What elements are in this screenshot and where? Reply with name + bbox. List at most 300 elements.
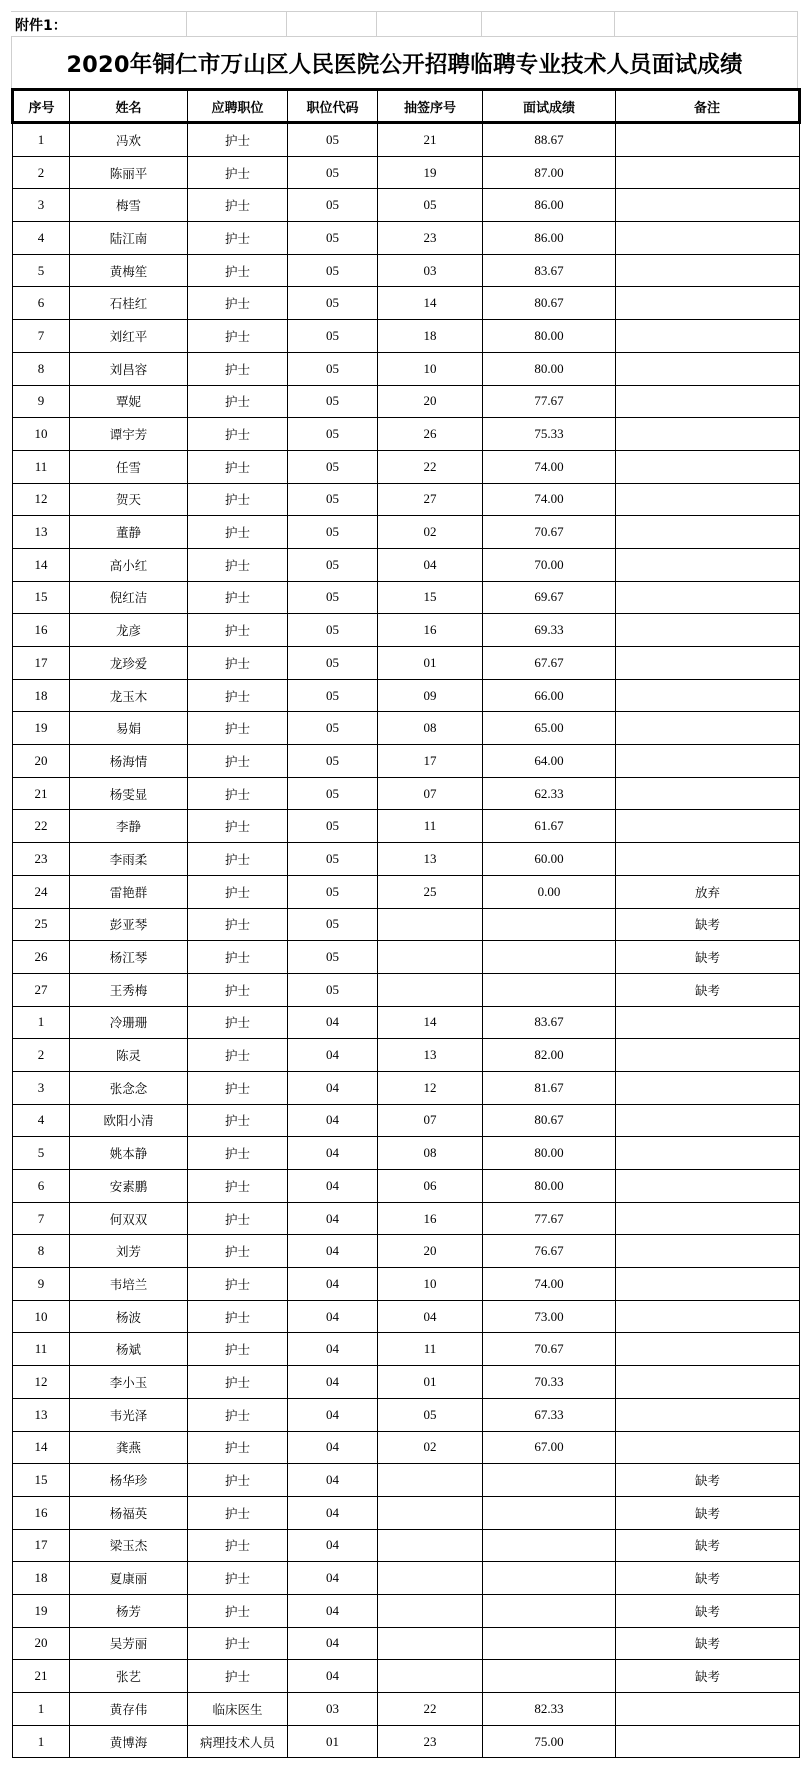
table-row bbox=[13, 1627, 800, 1660]
table-row bbox=[13, 287, 800, 320]
cell-position-code: 05 bbox=[288, 875, 378, 908]
cell-remark bbox=[616, 189, 800, 222]
cell-draw-number bbox=[378, 941, 483, 974]
cell-remark bbox=[616, 745, 800, 778]
table-row bbox=[13, 745, 800, 778]
cell-draw-number bbox=[378, 908, 483, 941]
cell-position-code: 05 bbox=[288, 483, 378, 516]
cell-name: 吴芳丽 bbox=[70, 1627, 188, 1660]
cell-seq: 19 bbox=[13, 1594, 70, 1627]
cell-position: 护士 bbox=[188, 973, 288, 1006]
cell-position: 护士 bbox=[188, 1006, 288, 1039]
table-row bbox=[13, 1137, 800, 1170]
cell-position-code: 05 bbox=[288, 843, 378, 876]
cell-position-code: 04 bbox=[288, 1202, 378, 1235]
cell-name: 张念念 bbox=[70, 1071, 188, 1104]
cell-draw-number: 17 bbox=[378, 745, 483, 778]
header-name: 姓名 bbox=[70, 90, 188, 123]
cell-position: 护士 bbox=[188, 385, 288, 418]
table-row bbox=[13, 1725, 800, 1758]
cell-remark bbox=[616, 1104, 800, 1137]
cell-score: 74.00 bbox=[483, 483, 616, 516]
grid-line bbox=[286, 12, 287, 36]
cell-seq: 20 bbox=[13, 745, 70, 778]
score-sheet bbox=[11, 11, 798, 1758]
cell-seq: 25 bbox=[13, 908, 70, 941]
table-row bbox=[13, 123, 800, 157]
table-row bbox=[13, 156, 800, 189]
table-row bbox=[13, 1464, 800, 1497]
cell-name: 董静 bbox=[70, 516, 188, 549]
table-row bbox=[13, 548, 800, 581]
cell-seq: 12 bbox=[13, 1366, 70, 1399]
cell-draw-number bbox=[378, 1627, 483, 1660]
cell-position-code: 05 bbox=[288, 548, 378, 581]
cell-score: 67.33 bbox=[483, 1398, 616, 1431]
cell-score bbox=[483, 941, 616, 974]
cell-position-code: 05 bbox=[288, 581, 378, 614]
table-row bbox=[13, 843, 800, 876]
cell-position-code: 05 bbox=[288, 516, 378, 549]
cell-draw-number: 21 bbox=[378, 123, 483, 157]
cell-name: 龙彦 bbox=[70, 614, 188, 647]
cell-score bbox=[483, 908, 616, 941]
cell-remark bbox=[616, 320, 800, 353]
header-position-code: 职位代码 bbox=[288, 90, 378, 123]
cell-score: 80.00 bbox=[483, 1137, 616, 1170]
cell-position-code: 04 bbox=[288, 1366, 378, 1399]
cell-remark bbox=[616, 516, 800, 549]
cell-name: 黄存伟 bbox=[70, 1693, 188, 1726]
cell-position: 护士 bbox=[188, 647, 288, 680]
cell-seq: 12 bbox=[13, 483, 70, 516]
table-row bbox=[13, 1039, 800, 1072]
cell-remark bbox=[616, 483, 800, 516]
cell-draw-number: 14 bbox=[378, 287, 483, 320]
cell-name: 韦培兰 bbox=[70, 1268, 188, 1301]
cell-draw-number: 13 bbox=[378, 1039, 483, 1072]
cell-draw-number: 27 bbox=[378, 483, 483, 516]
cell-seq: 15 bbox=[13, 1464, 70, 1497]
cell-score: 83.67 bbox=[483, 254, 616, 287]
cell-remark: 缺考 bbox=[616, 1529, 800, 1562]
cell-score bbox=[483, 1627, 616, 1660]
attachment-row bbox=[11, 11, 798, 36]
cell-score: 74.00 bbox=[483, 450, 616, 483]
cell-score: 76.67 bbox=[483, 1235, 616, 1268]
table-row bbox=[13, 1104, 800, 1137]
cell-position: 护士 bbox=[188, 1398, 288, 1431]
cell-draw-number: 23 bbox=[378, 222, 483, 255]
cell-seq: 22 bbox=[13, 810, 70, 843]
cell-remark bbox=[616, 1398, 800, 1431]
cell-score: 80.67 bbox=[483, 1104, 616, 1137]
cell-score: 70.00 bbox=[483, 548, 616, 581]
cell-remark bbox=[616, 1333, 800, 1366]
cell-position-code: 04 bbox=[288, 1333, 378, 1366]
cell-remark: 缺考 bbox=[616, 973, 800, 1006]
cell-score: 74.00 bbox=[483, 1268, 616, 1301]
cell-remark bbox=[616, 1268, 800, 1301]
cell-score: 70.33 bbox=[483, 1366, 616, 1399]
table-row bbox=[13, 875, 800, 908]
cell-position-code: 05 bbox=[288, 222, 378, 255]
cell-name: 刘红平 bbox=[70, 320, 188, 353]
cell-score: 64.00 bbox=[483, 745, 616, 778]
cell-score: 87.00 bbox=[483, 156, 616, 189]
cell-position-code: 04 bbox=[288, 1039, 378, 1072]
cell-score: 77.67 bbox=[483, 385, 616, 418]
cell-draw-number: 10 bbox=[378, 352, 483, 385]
page-title: 2020年铜仁市万山区人民医院公开招聘临聘专业技术人员面试成绩 bbox=[66, 51, 743, 78]
cell-draw-number: 13 bbox=[378, 843, 483, 876]
table-row bbox=[13, 1202, 800, 1235]
header-draw-number: 抽签序号 bbox=[378, 90, 483, 123]
table-row bbox=[13, 189, 800, 222]
cell-name: 安素鹏 bbox=[70, 1170, 188, 1203]
header-score: 面试成绩 bbox=[483, 90, 616, 123]
cell-name: 雷艳群 bbox=[70, 875, 188, 908]
cell-seq: 7 bbox=[13, 320, 70, 353]
header-remark: 备注 bbox=[616, 90, 800, 123]
cell-seq: 20 bbox=[13, 1627, 70, 1660]
table-row bbox=[13, 941, 800, 974]
cell-seq: 18 bbox=[13, 679, 70, 712]
cell-draw-number: 05 bbox=[378, 1398, 483, 1431]
table-row bbox=[13, 581, 800, 614]
cell-draw-number: 16 bbox=[378, 1202, 483, 1235]
cell-position: 护士 bbox=[188, 1366, 288, 1399]
cell-remark: 缺考 bbox=[616, 1464, 800, 1497]
table-header bbox=[13, 90, 800, 123]
cell-remark bbox=[616, 1431, 800, 1464]
cell-seq: 4 bbox=[13, 1104, 70, 1137]
table-row bbox=[13, 777, 800, 810]
cell-remark bbox=[616, 777, 800, 810]
cell-seq: 2 bbox=[13, 1039, 70, 1072]
table-row bbox=[13, 810, 800, 843]
cell-position-code: 04 bbox=[288, 1627, 378, 1660]
cell-draw-number: 02 bbox=[378, 516, 483, 549]
cell-position: 护士 bbox=[188, 189, 288, 222]
table-row bbox=[13, 320, 800, 353]
table-row bbox=[13, 385, 800, 418]
cell-name: 刘芳 bbox=[70, 1235, 188, 1268]
cell-draw-number: 02 bbox=[378, 1431, 483, 1464]
cell-score: 80.00 bbox=[483, 1170, 616, 1203]
cell-remark bbox=[616, 1725, 800, 1758]
cell-seq: 9 bbox=[13, 385, 70, 418]
cell-position: 护士 bbox=[188, 1464, 288, 1497]
grid-line bbox=[376, 12, 377, 36]
cell-position: 护士 bbox=[188, 1137, 288, 1170]
table-row bbox=[13, 908, 800, 941]
cell-name: 姚本静 bbox=[70, 1137, 188, 1170]
table-row bbox=[13, 647, 800, 680]
cell-name: 黄梅笙 bbox=[70, 254, 188, 287]
cell-remark: 缺考 bbox=[616, 1660, 800, 1693]
cell-remark bbox=[616, 1170, 800, 1203]
cell-remark bbox=[616, 450, 800, 483]
table-row bbox=[13, 1562, 800, 1595]
cell-position-code: 05 bbox=[288, 614, 378, 647]
cell-name: 覃妮 bbox=[70, 385, 188, 418]
cell-position-code: 04 bbox=[288, 1071, 378, 1104]
cell-score: 81.67 bbox=[483, 1071, 616, 1104]
cell-name: 欧阳小清 bbox=[70, 1104, 188, 1137]
cell-position-code: 04 bbox=[288, 1562, 378, 1595]
table-row bbox=[13, 1300, 800, 1333]
cell-remark bbox=[616, 385, 800, 418]
cell-seq: 13 bbox=[13, 516, 70, 549]
cell-seq: 11 bbox=[13, 1333, 70, 1366]
table-row bbox=[13, 352, 800, 385]
cell-draw-number: 15 bbox=[378, 581, 483, 614]
cell-name: 石桂红 bbox=[70, 287, 188, 320]
cell-name: 李雨柔 bbox=[70, 843, 188, 876]
cell-position: 护士 bbox=[188, 875, 288, 908]
cell-seq: 23 bbox=[13, 843, 70, 876]
cell-remark bbox=[616, 1071, 800, 1104]
cell-position-code: 04 bbox=[288, 1431, 378, 1464]
cell-position-code: 05 bbox=[288, 123, 378, 157]
cell-score: 75.00 bbox=[483, 1725, 616, 1758]
cell-position-code: 05 bbox=[288, 810, 378, 843]
cell-position: 护士 bbox=[188, 222, 288, 255]
cell-score: 0.00 bbox=[483, 875, 616, 908]
cell-position-code: 04 bbox=[288, 1464, 378, 1497]
cell-position-code: 05 bbox=[288, 973, 378, 1006]
cell-name: 陈丽平 bbox=[70, 156, 188, 189]
cell-draw-number: 01 bbox=[378, 647, 483, 680]
table-row bbox=[13, 1594, 800, 1627]
cell-name: 李小玉 bbox=[70, 1366, 188, 1399]
cell-seq: 17 bbox=[13, 1529, 70, 1562]
cell-draw-number: 22 bbox=[378, 450, 483, 483]
cell-position-code: 04 bbox=[288, 1398, 378, 1431]
cell-score: 61.67 bbox=[483, 810, 616, 843]
cell-name: 易娟 bbox=[70, 712, 188, 745]
cell-name: 彭亚琴 bbox=[70, 908, 188, 941]
cell-draw-number bbox=[378, 1562, 483, 1595]
cell-remark bbox=[616, 647, 800, 680]
cell-seq: 8 bbox=[13, 352, 70, 385]
cell-position: 护士 bbox=[188, 1333, 288, 1366]
cell-remark bbox=[616, 1202, 800, 1235]
cell-position-code: 04 bbox=[288, 1496, 378, 1529]
cell-draw-number bbox=[378, 1496, 483, 1529]
cell-remark bbox=[616, 1006, 800, 1039]
cell-name: 杨江琴 bbox=[70, 941, 188, 974]
cell-score: 80.00 bbox=[483, 320, 616, 353]
cell-name: 夏康丽 bbox=[70, 1562, 188, 1595]
cell-remark bbox=[616, 581, 800, 614]
cell-draw-number: 10 bbox=[378, 1268, 483, 1301]
cell-seq: 1 bbox=[13, 1693, 70, 1726]
cell-seq: 21 bbox=[13, 1660, 70, 1693]
cell-position: 护士 bbox=[188, 548, 288, 581]
cell-position: 护士 bbox=[188, 1071, 288, 1104]
cell-position: 护士 bbox=[188, 1594, 288, 1627]
cell-position-code: 05 bbox=[288, 647, 378, 680]
cell-score: 60.00 bbox=[483, 843, 616, 876]
cell-score: 88.67 bbox=[483, 123, 616, 157]
cell-name: 倪红洁 bbox=[70, 581, 188, 614]
cell-score: 82.00 bbox=[483, 1039, 616, 1072]
cell-position: 护士 bbox=[188, 1431, 288, 1464]
table-row bbox=[13, 483, 800, 516]
cell-name: 陈灵 bbox=[70, 1039, 188, 1072]
cell-position-code: 04 bbox=[288, 1170, 378, 1203]
table-row bbox=[13, 973, 800, 1006]
cell-position: 护士 bbox=[188, 1529, 288, 1562]
cell-remark: 缺考 bbox=[616, 1496, 800, 1529]
cell-seq: 3 bbox=[13, 1071, 70, 1104]
cell-position-code: 05 bbox=[288, 156, 378, 189]
cell-draw-number: 04 bbox=[378, 548, 483, 581]
cell-remark bbox=[616, 810, 800, 843]
cell-name: 张艺 bbox=[70, 1660, 188, 1693]
cell-draw-number: 23 bbox=[378, 1725, 483, 1758]
table-row bbox=[13, 222, 800, 255]
cell-seq: 11 bbox=[13, 450, 70, 483]
cell-score bbox=[483, 973, 616, 1006]
cell-seq: 16 bbox=[13, 614, 70, 647]
cell-position-code: 05 bbox=[288, 777, 378, 810]
cell-position-code: 05 bbox=[288, 254, 378, 287]
cell-name: 李静 bbox=[70, 810, 188, 843]
cell-name: 杨芳 bbox=[70, 1594, 188, 1627]
cell-position-code: 05 bbox=[288, 679, 378, 712]
cell-draw-number: 04 bbox=[378, 1300, 483, 1333]
cell-name: 杨斌 bbox=[70, 1333, 188, 1366]
cell-position: 护士 bbox=[188, 450, 288, 483]
cell-remark bbox=[616, 222, 800, 255]
cell-position-code: 05 bbox=[288, 287, 378, 320]
cell-remark: 放弃 bbox=[616, 875, 800, 908]
cell-score: 80.67 bbox=[483, 287, 616, 320]
cell-seq: 15 bbox=[13, 581, 70, 614]
cell-position-code: 05 bbox=[288, 385, 378, 418]
cell-position-code: 05 bbox=[288, 189, 378, 222]
cell-draw-number bbox=[378, 1594, 483, 1627]
cell-seq: 17 bbox=[13, 647, 70, 680]
cell-seq: 24 bbox=[13, 875, 70, 908]
cell-remark bbox=[616, 1039, 800, 1072]
cell-name: 龚燕 bbox=[70, 1431, 188, 1464]
cell-position: 护士 bbox=[188, 941, 288, 974]
cell-name: 龙珍爱 bbox=[70, 647, 188, 680]
table-row bbox=[13, 614, 800, 647]
cell-position-code: 04 bbox=[288, 1235, 378, 1268]
cell-position-code: 01 bbox=[288, 1725, 378, 1758]
cell-name: 龙玉木 bbox=[70, 679, 188, 712]
table-row bbox=[13, 1170, 800, 1203]
table-row bbox=[13, 679, 800, 712]
cell-position-code: 05 bbox=[288, 418, 378, 451]
table-row bbox=[13, 1333, 800, 1366]
cell-position: 护士 bbox=[188, 1268, 288, 1301]
cell-draw-number: 06 bbox=[378, 1170, 483, 1203]
cell-name: 韦光泽 bbox=[70, 1398, 188, 1431]
cell-score: 67.00 bbox=[483, 1431, 616, 1464]
cell-score bbox=[483, 1529, 616, 1562]
cell-remark bbox=[616, 287, 800, 320]
cell-position: 护士 bbox=[188, 1202, 288, 1235]
cell-seq: 14 bbox=[13, 548, 70, 581]
cell-seq: 14 bbox=[13, 1431, 70, 1464]
cell-position: 护士 bbox=[188, 516, 288, 549]
cell-position: 护士 bbox=[188, 1562, 288, 1595]
cell-seq: 26 bbox=[13, 941, 70, 974]
cell-draw-number: 11 bbox=[378, 810, 483, 843]
cell-position-code: 04 bbox=[288, 1660, 378, 1693]
cell-draw-number bbox=[378, 1464, 483, 1497]
cell-name: 何双双 bbox=[70, 1202, 188, 1235]
cell-seq: 27 bbox=[13, 973, 70, 1006]
cell-position: 护士 bbox=[188, 810, 288, 843]
header-row bbox=[13, 90, 800, 123]
cell-position: 护士 bbox=[188, 287, 288, 320]
cell-position: 护士 bbox=[188, 745, 288, 778]
cell-position: 护士 bbox=[188, 1104, 288, 1137]
attachment-label: 附件1： bbox=[15, 18, 67, 34]
table-row bbox=[13, 1431, 800, 1464]
cell-score: 77.67 bbox=[483, 1202, 616, 1235]
cell-remark: 缺考 bbox=[616, 1627, 800, 1660]
cell-position-code: 05 bbox=[288, 320, 378, 353]
cell-draw-number: 08 bbox=[378, 1137, 483, 1170]
cell-seq: 1 bbox=[13, 123, 70, 157]
cell-name: 陆江南 bbox=[70, 222, 188, 255]
cell-position: 护士 bbox=[188, 777, 288, 810]
cell-position: 护士 bbox=[188, 614, 288, 647]
cell-position: 护士 bbox=[188, 1627, 288, 1660]
cell-seq: 19 bbox=[13, 712, 70, 745]
cell-seq: 18 bbox=[13, 1562, 70, 1595]
cell-seq: 5 bbox=[13, 1137, 70, 1170]
cell-name: 梁玉杰 bbox=[70, 1529, 188, 1562]
cell-score bbox=[483, 1464, 616, 1497]
cell-draw-number: 25 bbox=[378, 875, 483, 908]
cell-score: 66.00 bbox=[483, 679, 616, 712]
cell-name: 梅雪 bbox=[70, 189, 188, 222]
cell-position: 护士 bbox=[188, 679, 288, 712]
cell-remark bbox=[616, 843, 800, 876]
table-row bbox=[13, 1398, 800, 1431]
table-row bbox=[13, 1693, 800, 1726]
cell-remark bbox=[616, 712, 800, 745]
cell-name: 杨华珍 bbox=[70, 1464, 188, 1497]
cell-score: 86.00 bbox=[483, 189, 616, 222]
cell-remark bbox=[616, 548, 800, 581]
header-position: 应聘职位 bbox=[188, 90, 288, 123]
title-row bbox=[11, 36, 798, 88]
cell-remark bbox=[616, 123, 800, 157]
cell-score: 82.33 bbox=[483, 1693, 616, 1726]
cell-draw-number: 12 bbox=[378, 1071, 483, 1104]
cell-draw-number: 22 bbox=[378, 1693, 483, 1726]
cell-score: 69.33 bbox=[483, 614, 616, 647]
table-row bbox=[13, 418, 800, 451]
cell-position-code: 05 bbox=[288, 450, 378, 483]
cell-position: 临床医生 bbox=[188, 1693, 288, 1726]
cell-draw-number: 18 bbox=[378, 320, 483, 353]
cell-position: 护士 bbox=[188, 908, 288, 941]
cell-remark bbox=[616, 1693, 800, 1726]
cell-remark: 缺考 bbox=[616, 1594, 800, 1627]
cell-score bbox=[483, 1594, 616, 1627]
